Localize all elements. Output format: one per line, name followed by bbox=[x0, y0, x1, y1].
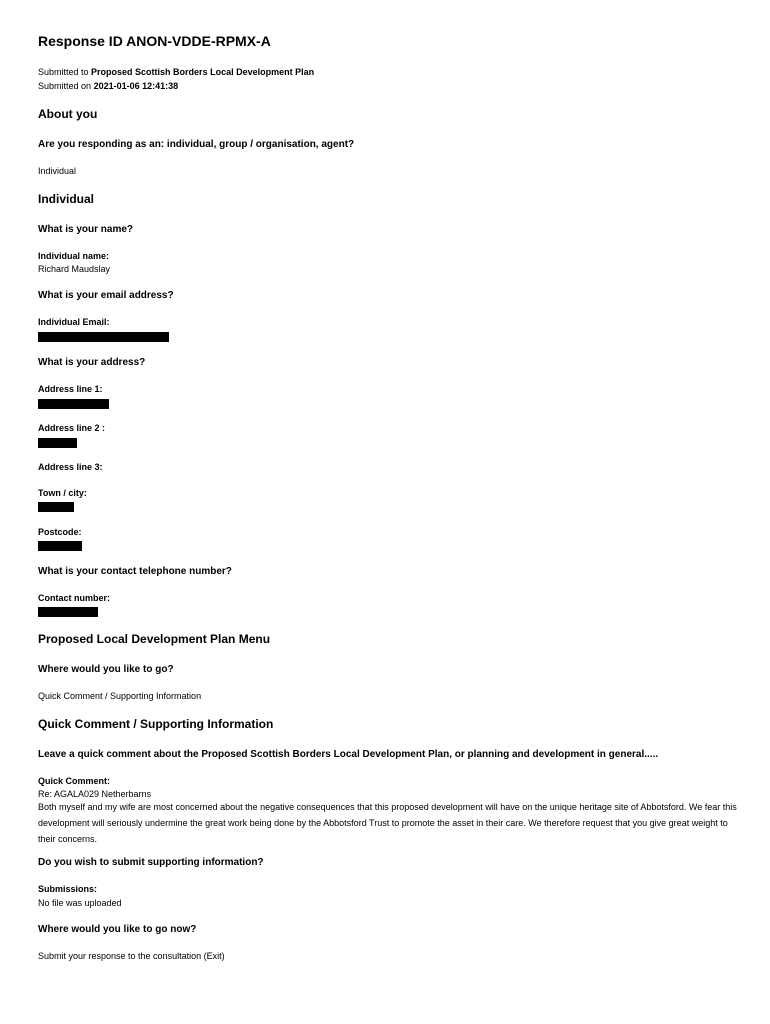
name-label: Individual name: bbox=[38, 251, 110, 261]
menu-question: Where would you like to go? bbox=[38, 664, 174, 675]
responding-as-question: Are you responding as an: individual, group / organisation, agent? bbox=[38, 139, 355, 150]
email-redaction bbox=[38, 332, 169, 342]
phone-label: Contact number: bbox=[38, 593, 110, 603]
town-label: Town / city: bbox=[38, 488, 87, 498]
about-heading: About you bbox=[38, 107, 98, 121]
menu-answer: Quick Comment / Supporting Information bbox=[38, 691, 202, 701]
name-question: What is your name? bbox=[38, 224, 134, 235]
name-value: Richard Maudslay bbox=[38, 264, 111, 274]
postcode-redaction bbox=[38, 541, 82, 551]
phone-redaction bbox=[38, 607, 98, 617]
submissions-label: Submissions: bbox=[38, 884, 98, 894]
quick-comment-body: Both myself and my wife are most concerned about the negative consequences that this proposed development will have on the unique heritage site of Abbotsford. We fear this development will seriously undermine the great work being done by the Abbotsford Trust to promote the asset in their care. We therefore request that you give great weight to their concerns. bbox=[38, 802, 737, 844]
quick-heading: Quick Comment / Supporting Information bbox=[38, 717, 274, 731]
address-line-1-label: Address line 1: bbox=[38, 384, 103, 394]
address-line-3-label: Address line 3: bbox=[38, 462, 103, 472]
submitted-to-label: Submitted to bbox=[38, 67, 89, 77]
quick-comment-label: Quick Comment: bbox=[38, 776, 111, 786]
address-line-2-label: Address line 2 : bbox=[38, 423, 106, 433]
postcode-label: Postcode: bbox=[38, 527, 82, 537]
town-redaction bbox=[38, 502, 74, 512]
address-line-2-redaction bbox=[38, 438, 77, 448]
supporting-question: Do you wish to submit supporting information? bbox=[38, 857, 264, 868]
page-title: Response ID ANON-VDDE-RPMX-A bbox=[38, 33, 271, 49]
next-question: Where would you like to go now? bbox=[38, 924, 197, 935]
submitted-on-value: 2021-01-06 12:41:38 bbox=[93, 81, 179, 91]
individual-heading: Individual bbox=[38, 192, 95, 206]
email-label: Individual Email: bbox=[38, 317, 110, 327]
submitted-to-line bbox=[38, 67, 314, 77]
email-question: What is your email address? bbox=[38, 290, 174, 301]
address-question: What is your address? bbox=[38, 357, 146, 368]
address-line-1-redaction bbox=[38, 399, 109, 409]
submissions-value: No file was uploaded bbox=[38, 898, 122, 908]
menu-heading: Proposed Local Development Plan Menu bbox=[38, 632, 271, 646]
quick-comment-re: Re: AGALA029 Netherbarns bbox=[38, 789, 152, 799]
quick-question: Leave a quick comment about the Proposed Scottish Borders Local Development Plan, or planning and development in general..... bbox=[38, 749, 659, 760]
phone-question: What is your contact telephone number? bbox=[38, 566, 232, 577]
submitted-to-value: Proposed Scottish Borders Local Development Plan bbox=[91, 67, 315, 77]
responding-as-answer: Individual bbox=[38, 166, 77, 176]
next-answer: Submit your response to the consultation (Exit) bbox=[38, 951, 225, 961]
submitted-on-label: Submitted on bbox=[38, 81, 92, 91]
submitted-on-line bbox=[38, 81, 178, 91]
